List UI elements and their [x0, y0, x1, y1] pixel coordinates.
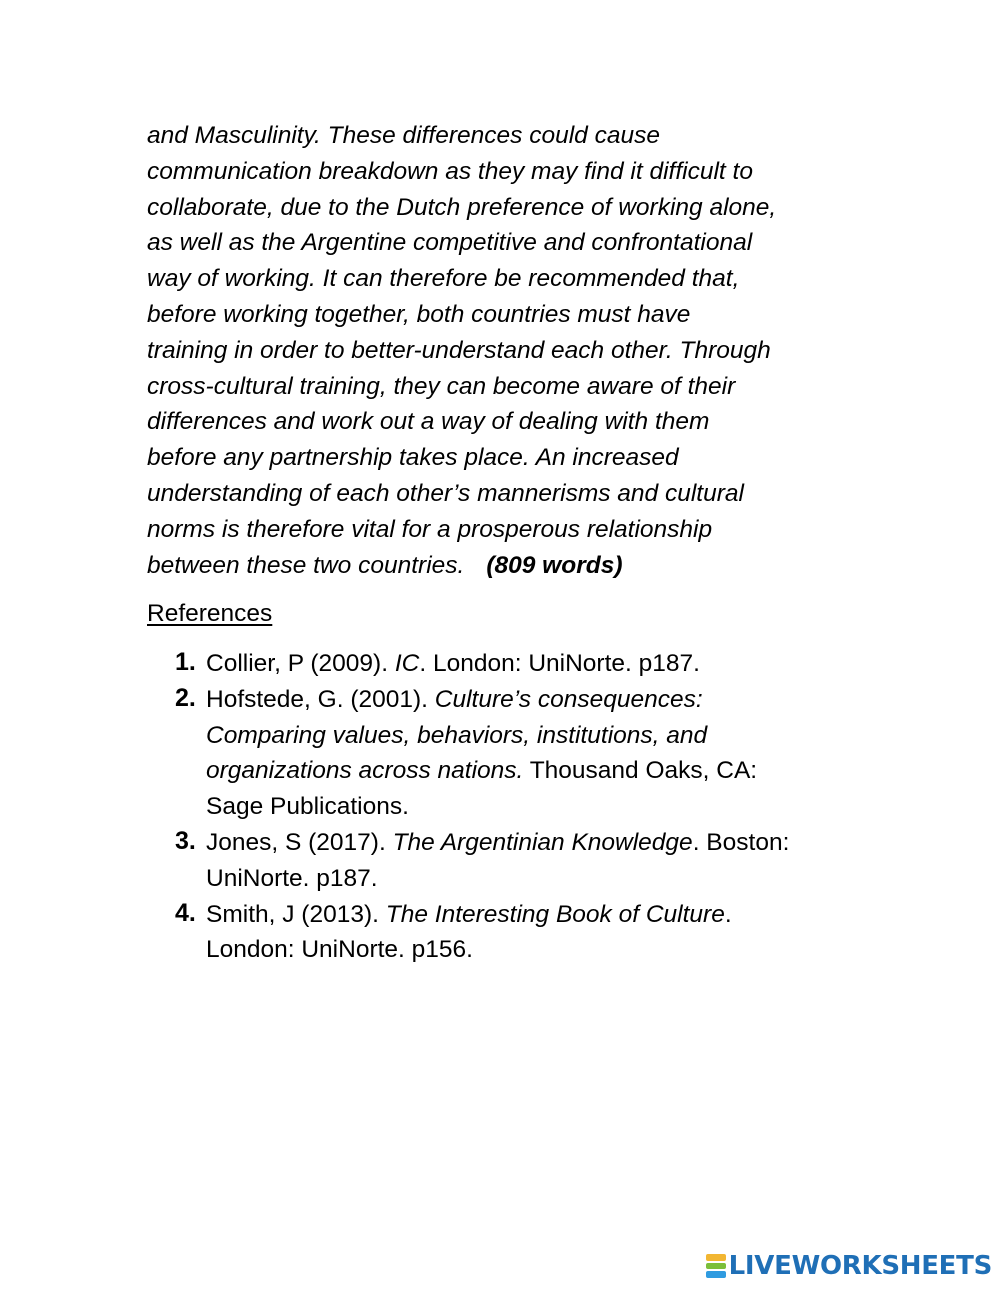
reference-text: . — [724, 900, 732, 928]
reference-text: Jones, S (2017). — [206, 828, 393, 856]
logo-block — [706, 1263, 726, 1270]
reference-line — [206, 932, 875, 968]
reference-title-text: Culture’s consequences: — [434, 685, 703, 713]
reference-number: 2. — [175, 683, 196, 712]
essay-line: training in order to better-understand each other. Through — [147, 336, 771, 364]
essay-paragraph — [147, 118, 867, 583]
logo-block — [706, 1254, 726, 1261]
reference-line — [206, 861, 875, 897]
reference-text: . London: UniNorte. p187. — [419, 650, 700, 677]
reference-text: . Boston: — [692, 828, 790, 856]
reference-text: Collier, P (2009). — [206, 650, 395, 677]
reference-text: Thousand Oaks, CA: — [523, 757, 758, 785]
reference-title-text: organizations across nations. — [206, 757, 524, 785]
reference-item — [175, 682, 875, 825]
reference-title-text: IC — [394, 650, 420, 677]
essay-line: understanding of each other’s mannerisms and cultural — [147, 479, 744, 507]
reference-number: 1. — [175, 648, 196, 676]
essay-line: and Masculinity. These differences could cause — [147, 122, 660, 149]
word-count: (809 words) — [486, 551, 623, 579]
reference-line — [206, 897, 875, 933]
reference-item — [175, 897, 875, 969]
essay-line: differences and work out a way of dealing with them — [147, 408, 710, 436]
essay-body — [147, 118, 867, 583]
essay-line: cross-cultural training, they can become aware of their — [147, 372, 736, 400]
reference-number: 4. — [175, 898, 196, 927]
reference-line — [206, 718, 875, 754]
liveworksheets-watermark — [706, 1251, 992, 1281]
essay-line: as well as the Argentine competitive and confrontational — [147, 229, 753, 257]
essay-line: norms is therefore vital for a prosperous relationship — [147, 515, 713, 543]
essay-line: before working together, both countries must have — [147, 300, 691, 328]
essay-line: communication breakdown as they may find it difficult to — [147, 157, 753, 185]
reference-line — [206, 789, 875, 825]
reference-line — [206, 753, 875, 789]
reference-item — [175, 825, 875, 897]
reference-text: Hofstede, G. (2001). — [206, 685, 435, 713]
reference-title-text: The Interesting Book of Culture — [385, 900, 725, 928]
liveworksheets-logo-icon — [706, 1254, 726, 1278]
references-heading: References — [147, 600, 273, 627]
reference-line — [206, 825, 875, 861]
reference-text: London: UniNorte. p156. — [206, 936, 473, 964]
essay-line: between these two countries. (809 words) — [147, 551, 623, 579]
reference-text: Sage Publications. — [206, 793, 409, 821]
essay-line: way of working. It can therefore be recommended that, — [147, 265, 740, 293]
reference-item — [175, 646, 875, 682]
reference-line — [206, 646, 875, 682]
references-list — [175, 646, 875, 968]
reference-title-text: The Argentinian Knowledge — [392, 828, 693, 856]
reference-text: Smith, J (2013). — [206, 900, 386, 928]
essay-line: before any partnership takes place. An increased — [147, 444, 679, 472]
reference-number: 3. — [175, 826, 196, 855]
reference-line — [206, 682, 875, 718]
logo-block — [706, 1271, 726, 1278]
reference-title-text: Comparing values, behaviors, institutions, and — [206, 721, 708, 749]
essay-line: collaborate, due to the Dutch preference of working alone, — [147, 193, 777, 221]
reference-text: UniNorte. p187. — [206, 864, 378, 892]
watermark-text: LIVEWORKSHEETS — [728, 1251, 992, 1281]
